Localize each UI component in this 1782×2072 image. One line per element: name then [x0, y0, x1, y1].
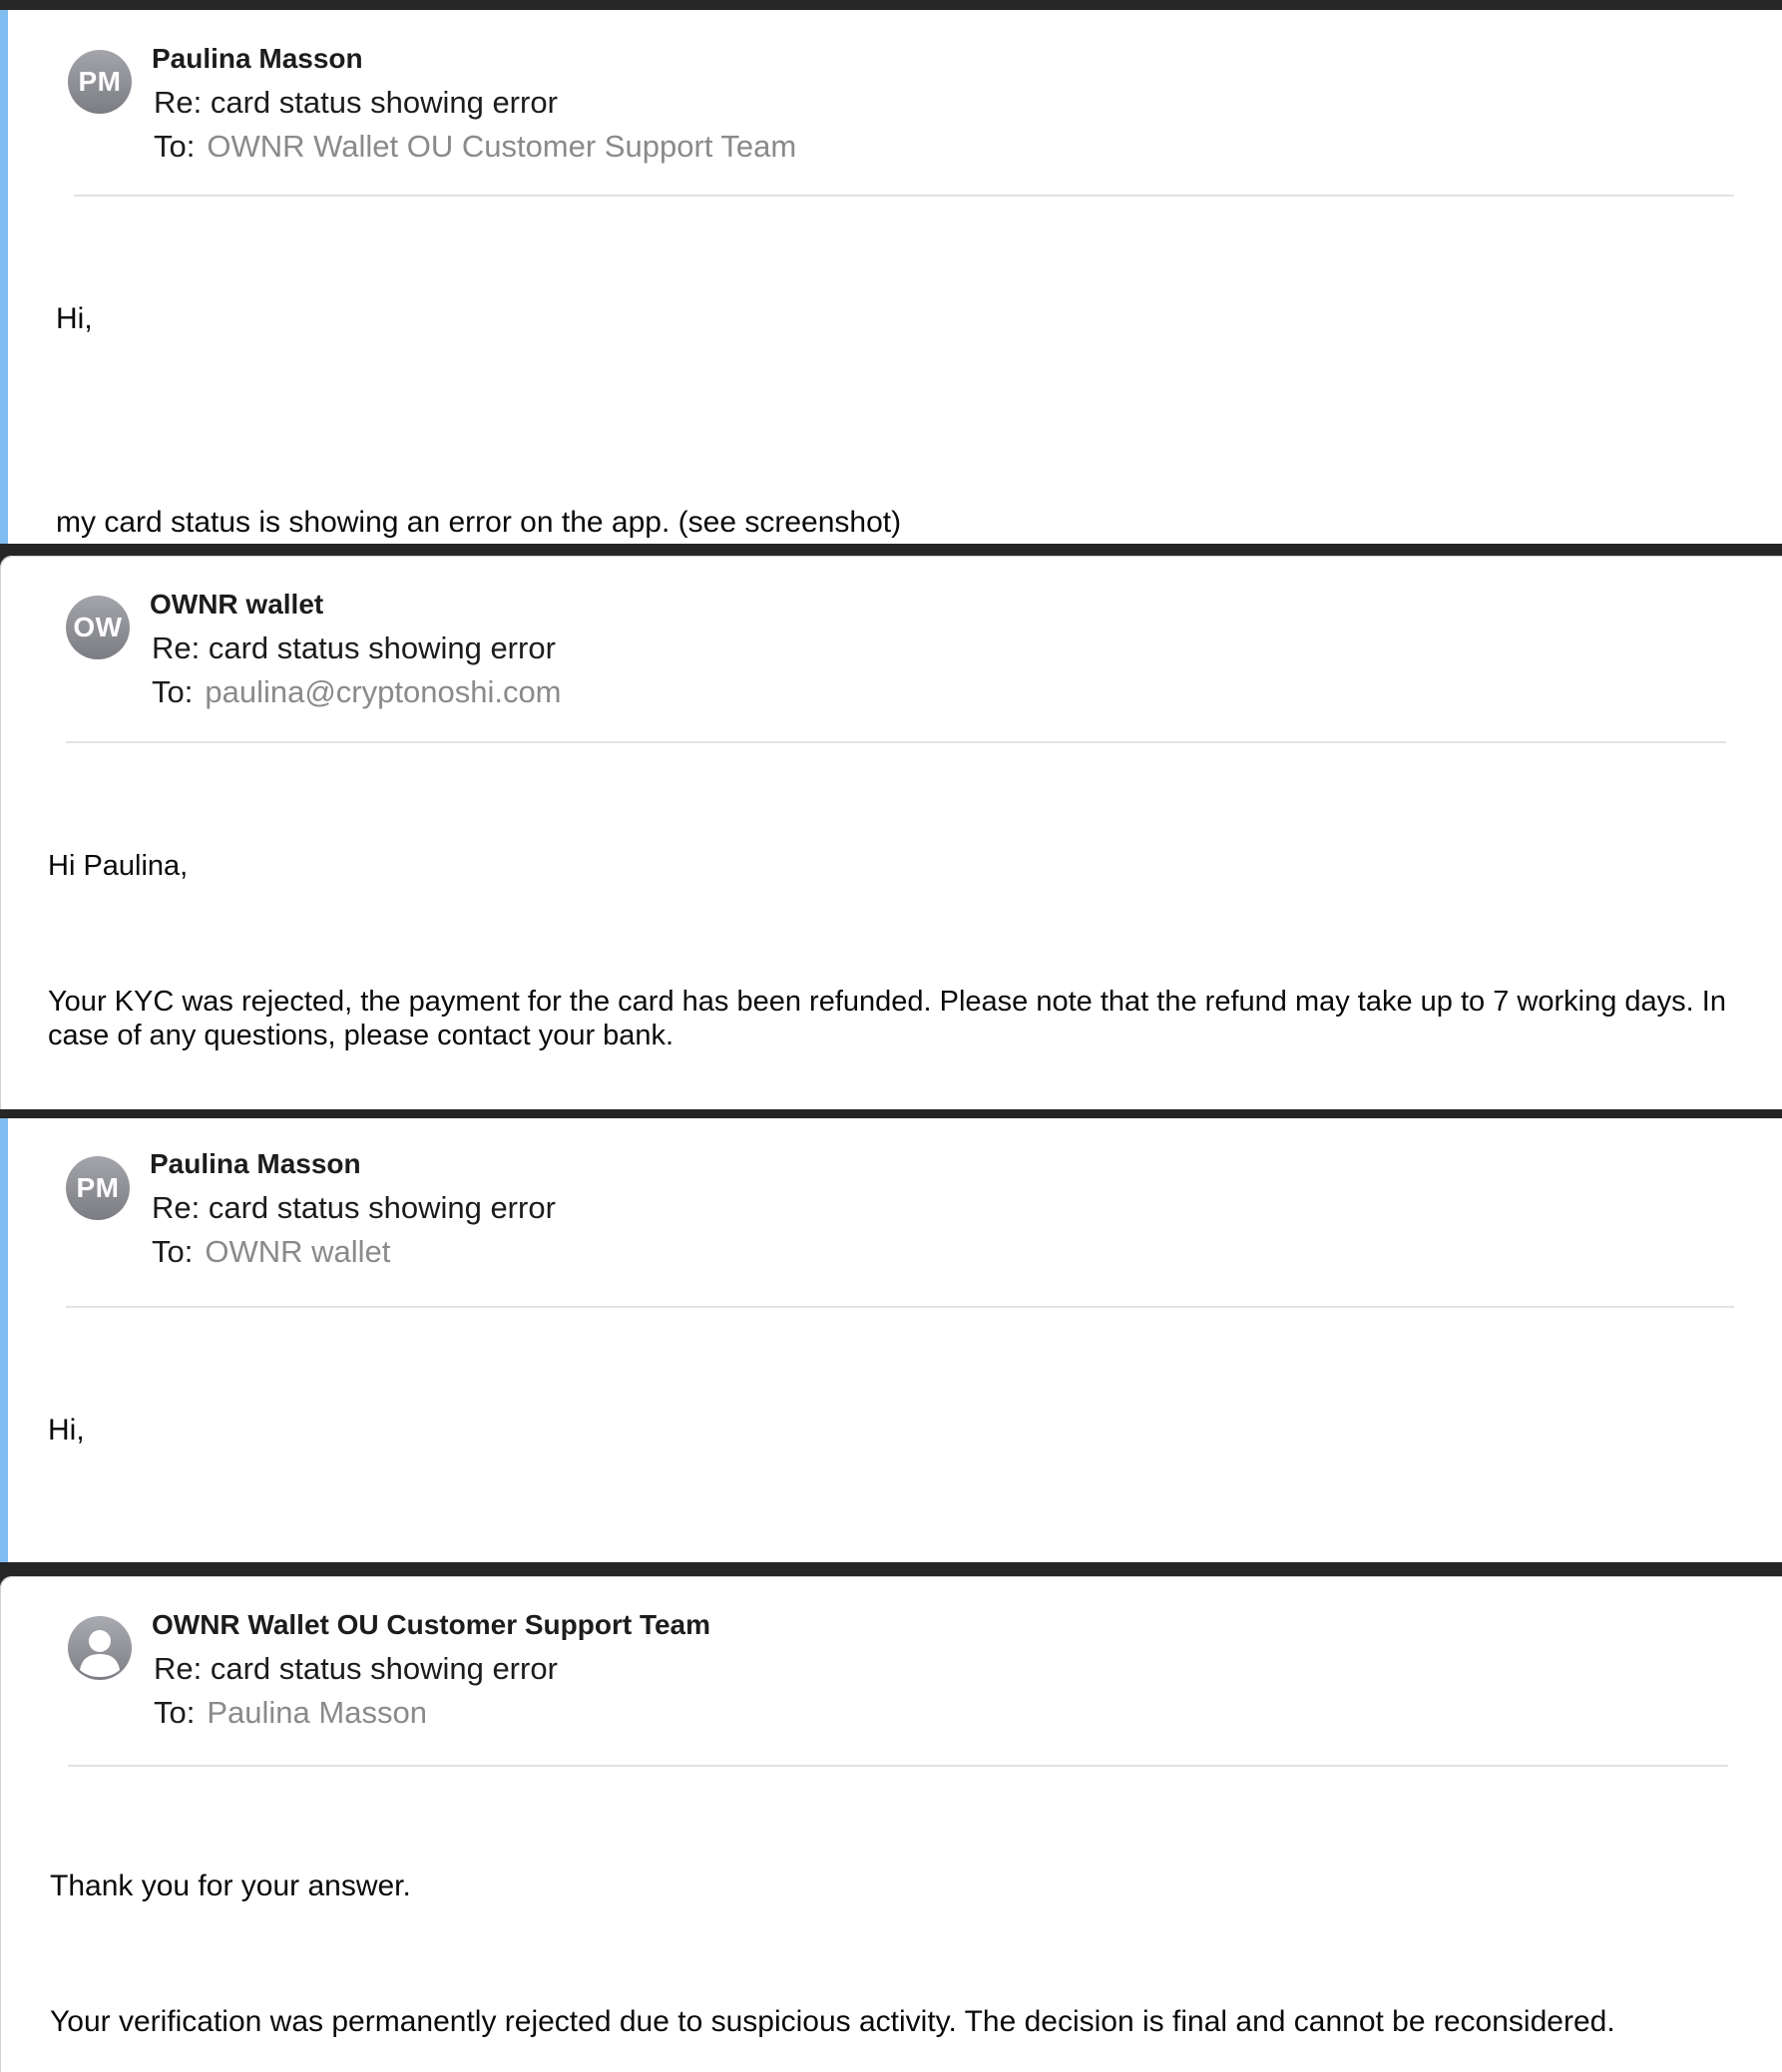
avatar	[68, 1616, 132, 1680]
subject: Re: card status showing error	[152, 630, 556, 665]
message-card[interactable]	[0, 556, 1782, 1109]
divider	[74, 195, 1734, 197]
message-card[interactable]	[0, 1576, 1782, 2072]
subject: Re: card status showing error	[154, 1651, 558, 1686]
recipient-line	[154, 1695, 427, 1731]
sender-name: OWNR Wallet OU Customer Support Team	[152, 1609, 711, 1640]
avatar: OW	[66, 596, 130, 659]
recipient-line	[154, 129, 796, 165]
recipient[interactable]: OWNR wallet	[205, 1234, 391, 1269]
to-label: To:	[152, 1234, 194, 1269]
message-card[interactable]	[0, 1118, 1782, 1562]
to-label: To:	[152, 674, 194, 709]
greeting: Thank you for your answer.	[50, 1869, 411, 1902]
message-body	[56, 234, 1742, 544]
body-line: my card status is showing an error on the app. (see screenshot)	[56, 506, 902, 539]
recipient[interactable]: paulina@cryptonoshi.com	[205, 674, 562, 709]
to-label: To:	[154, 1695, 196, 1730]
sender-name: Paulina Masson	[152, 43, 363, 74]
to-label: To:	[154, 129, 196, 164]
sender-name: Paulina Masson	[150, 1148, 361, 1179]
recipient-line	[152, 1234, 390, 1270]
avatar: PM	[66, 1156, 130, 1220]
subject: Re: card status showing error	[154, 85, 558, 120]
greeting: Hi Paulina,	[48, 850, 189, 882]
greeting: Hi,	[48, 1414, 85, 1447]
subject: Re: card status showing error	[152, 1190, 556, 1225]
divider	[66, 741, 1726, 743]
message-body	[48, 1346, 1744, 1562]
avatar: PM	[68, 50, 132, 114]
message-body	[50, 1802, 1746, 2072]
person-icon	[68, 1616, 132, 1680]
greeting: Hi,	[56, 302, 93, 335]
message-card[interactable]	[0, 10, 1782, 544]
recipient[interactable]: Paulina Masson	[207, 1695, 427, 1730]
divider	[66, 1306, 1734, 1308]
body-paragraph: Your verification was permanently rejected due to suspicious activity. The decision is final and cannot be reconsidered.	[50, 2005, 1615, 2038]
recipient-line	[152, 674, 562, 710]
divider	[68, 1765, 1728, 1767]
recipient[interactable]: OWNR Wallet OU Customer Support Team	[207, 129, 797, 164]
sender-name: OWNR wallet	[150, 589, 324, 620]
body-paragraph: Your KYC was rejected, the payment for the card has been refunded. Please note that the refund may take up to 7 working days. In case of any questions, please contact your bank.	[48, 986, 1735, 1051]
message-body	[48, 781, 1734, 1109]
